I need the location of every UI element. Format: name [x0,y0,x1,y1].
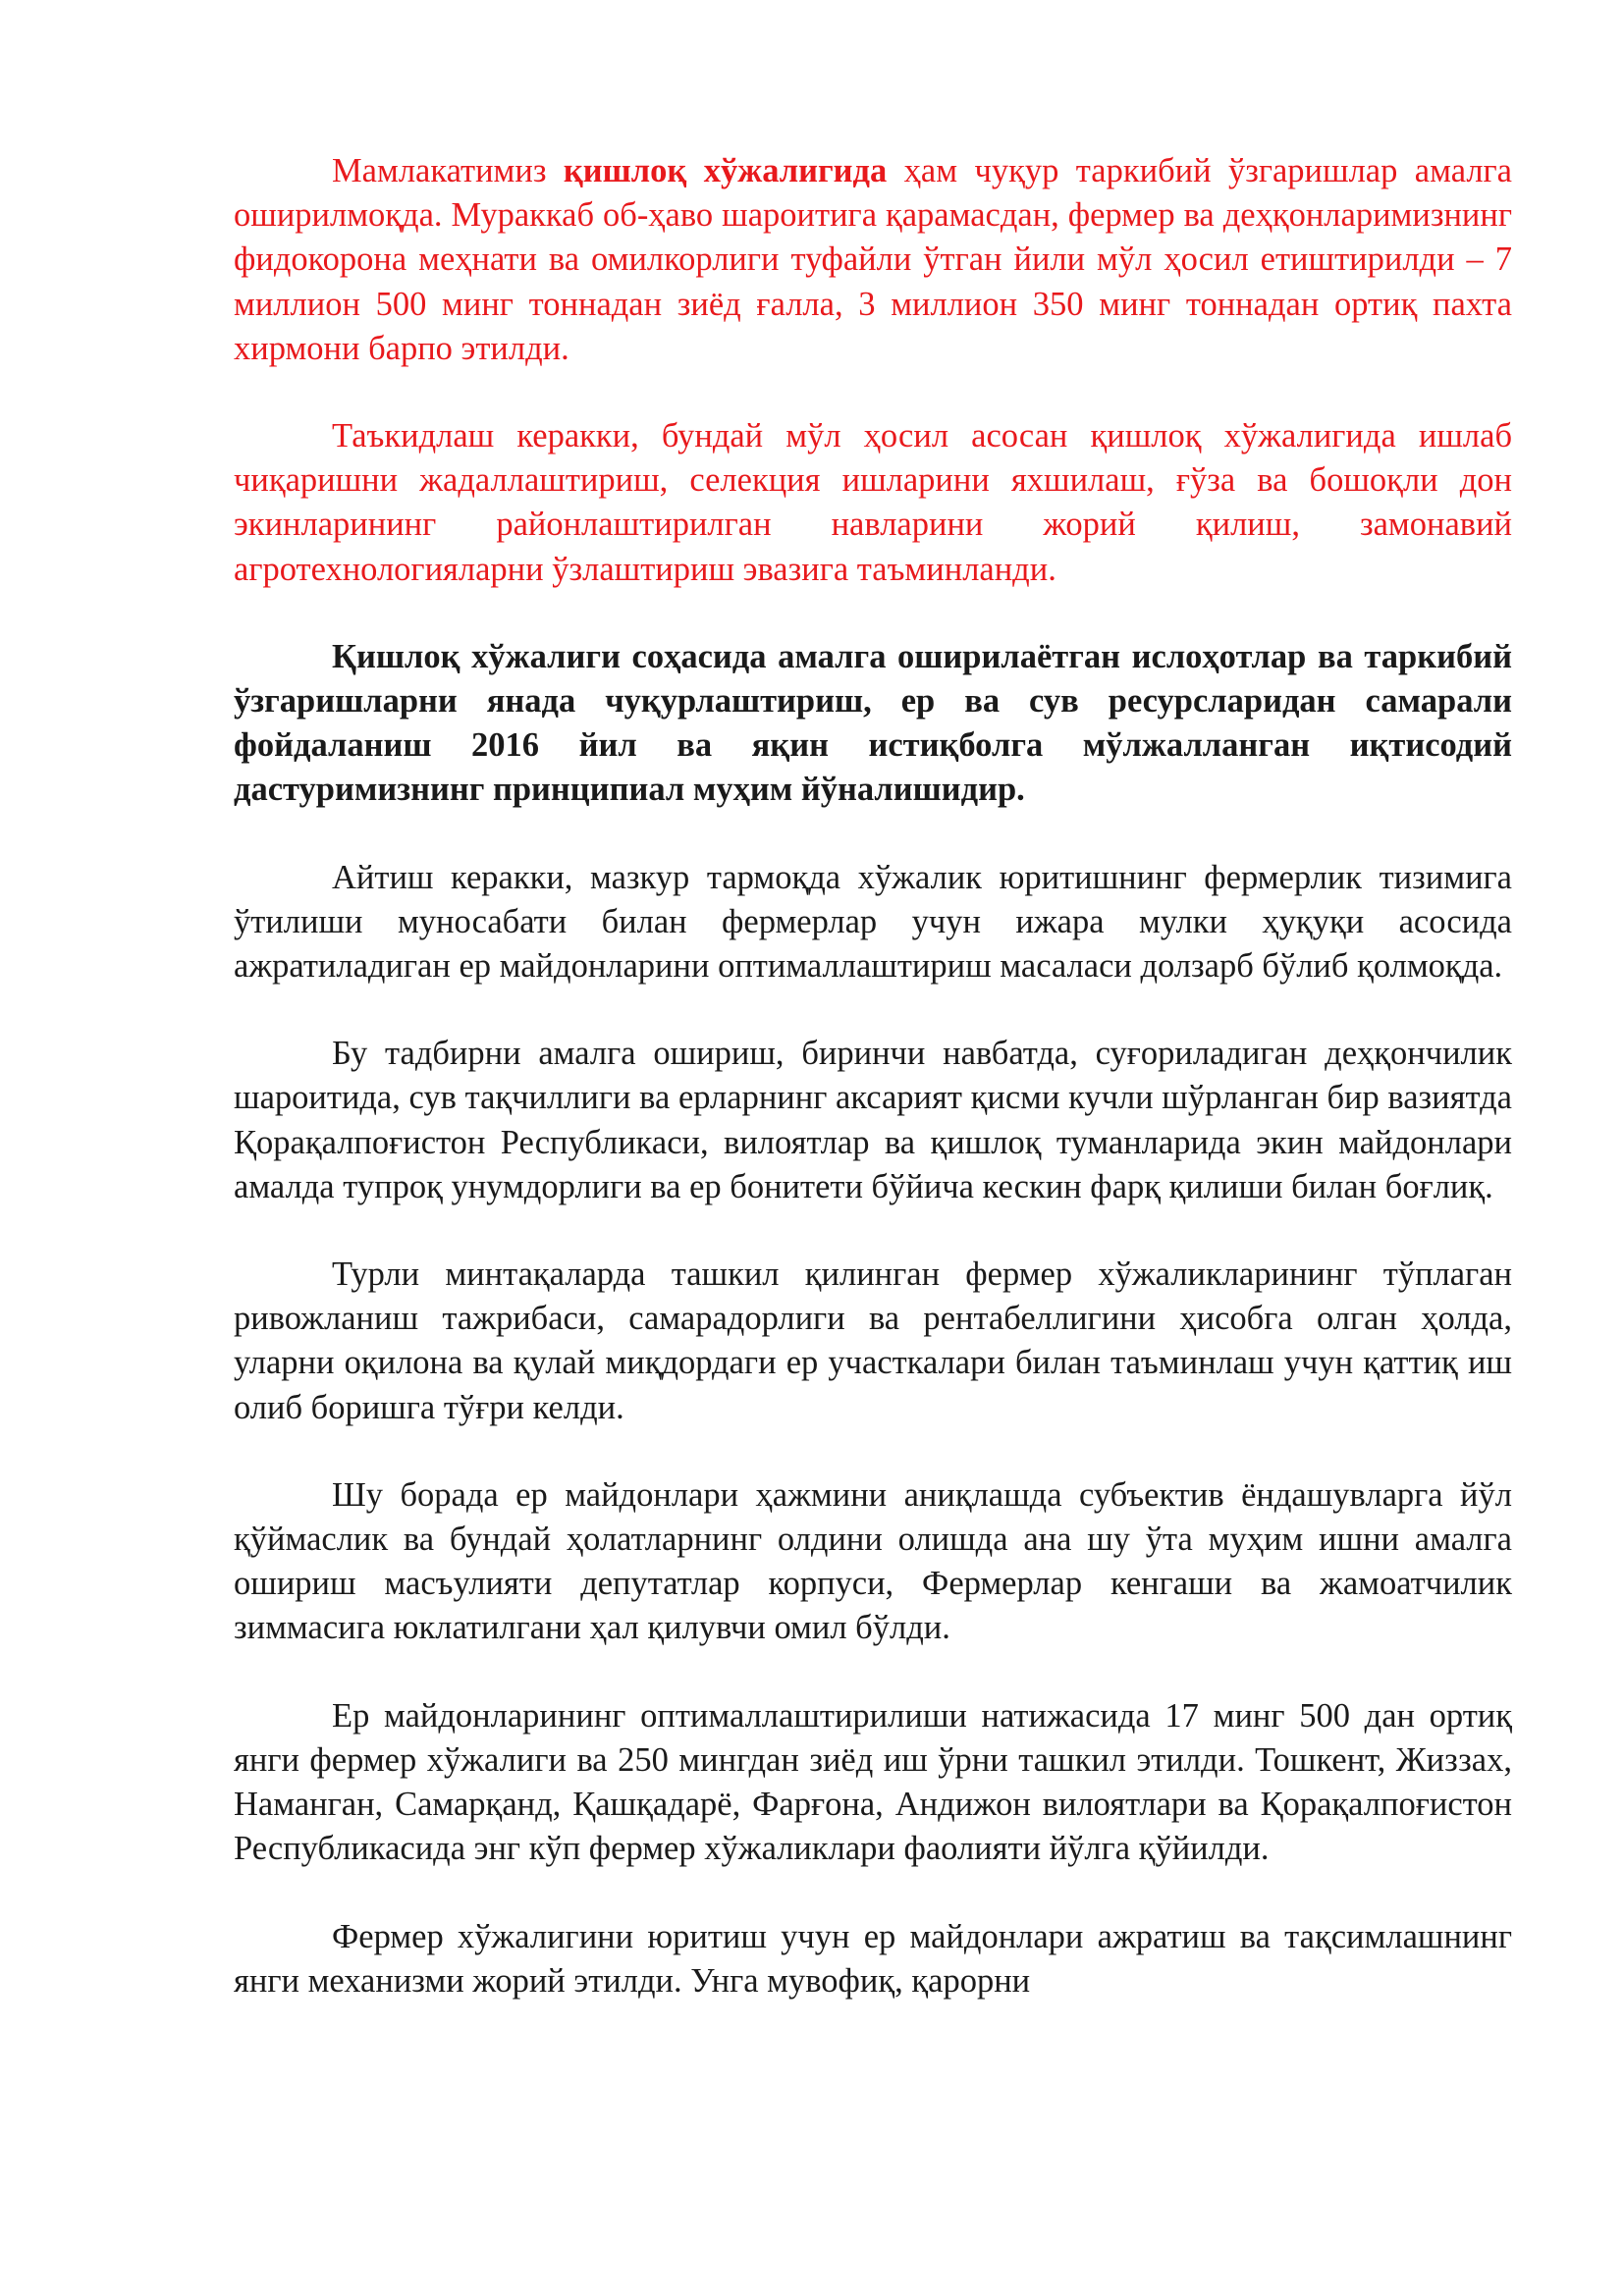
paragraph-optimization-results: Ер майдонларининг оптималлаштирилиши натижасида 17 минг 500 дан ортиқ янги фермер хўжалиги ва 250 мингдан зиёд иш ўрни ташкил этилди. Тошкент, Жиззах, Наманган, Самарқанд, Қашқадарё, Фарғона, Андижон вилоятлари ва Қорақалпоғистон Республикасида энг кўп фермер хўжаликлари фаолияти йўлга қўйилди. [234,1696,1512,1868]
paragraph-land-optimization: Айтиш керакки, мазкур тармоқда хўжалик юритишнинг фермерлик тизимига ўтилиши муносабати билан фермерлар учун ижара мулки ҳуқуқи асосида ажратиладиган ер майдонларини оптималлаштириш масаласи долзарб бўлиб қолмоқда. [234,858,1512,986]
document-body [234,149,1512,2003]
paragraph-farm-experience: Турли минтақаларда ташкил қилинган фермер хўжаликларининг тўплаган ривожланиш тажрибаси, самарадорлиги ва рентабеллигини ҳисобга олган ҳолда, уларни оқилона ва қулай миқдордаги ер участкалари билан таъминлаш учун қаттиқ иш олиб боришга тўғри келди. [234,1255,1512,1426]
paragraph-text: ҳам чуқур таркибий ўзгаришлар амалга оширилмоқда. Мураккаб об-ҳаво шароитига қарамасдан, фермер ва деҳқонларимизнинг фидокорона меҳнати ва омилкорлиги туфайли ўтган йили мўл ҳосил етиштирилди – 7 миллион 500 минг тоннадан зиёд ғалла, 3 миллион 350 минг тоннадан ортиқ пахта хирмони барпо этилди. [234,152,1512,367]
paragraph-agriculture-reforms [234,149,1512,371]
paragraph-responsibility: Шу борада ер майдонлари ҳажмини аниқлашда субъектив ёндашувларга йўл қўймаслик ва бундай ҳолатларнинг олдини олишда ана шу ўта муҳим ишни амалга ошириш масъулияти депутатлар корпуси, Фермерлар кенгаши ва жамоатчилик зиммасига юклатилгани ҳал қилувчи омил бўлди. [234,1475,1512,1647]
paragraph-emphasis: қишлоқ хўжалигида [563,152,888,189]
paragraph-harvest-factors: Таъкидлаш керакки, бундай мўл ҳосил асосан қишлоқ хўжалигида ишлаб чиқаришни жадаллаштириш, селекция ишларини яхшилаш, ғўза ва бошоқли дон экинларининг районлаштирилган навларини жорий қилиш, замонавий агротехнологияларни ўзлаштириш эвазига таъминланди. [234,417,1512,588]
paragraph-new-mechanism: Фермер хўжалигини юритиш учун ер майдонлари ажратиш ва тақсимлашнинг янги механизми жорий этилди. Унга мувофиқ, қарорни [234,1917,1512,2000]
paragraph-program-priority: Қишлоқ хўжалиги соҳасида амалга оширилаётган ислоҳотлар ва таркибий ўзгаришларни янада чуқурлаштириш, ер ва сув ресурсларидан самарали фойдаланиш 2016 йил ва яқин истиқболга мўлжалланган иқтисодий дастуримизнинг принципиал муҳим йўналишидир. [234,637,1512,809]
paragraph-irrigation-conditions: Бу тадбирни амалга ошириш, биринчи навбатда, суғориладиган деҳқончилик шароитида, сув тақчиллиги ва ерларнинг аксарият қисми кучли шўрланган бир вазиятда Қорақалпоғистон Республикаси, вилоятлар ва қишлоқ туманларида экин майдонлари амалда тупроқ унумдорлиги ва ер бонитети бўйича кескин фарқ қилиши билан боғлиқ. [234,1035,1512,1205]
paragraph-lead: Мамлакатимиз [332,152,564,189]
